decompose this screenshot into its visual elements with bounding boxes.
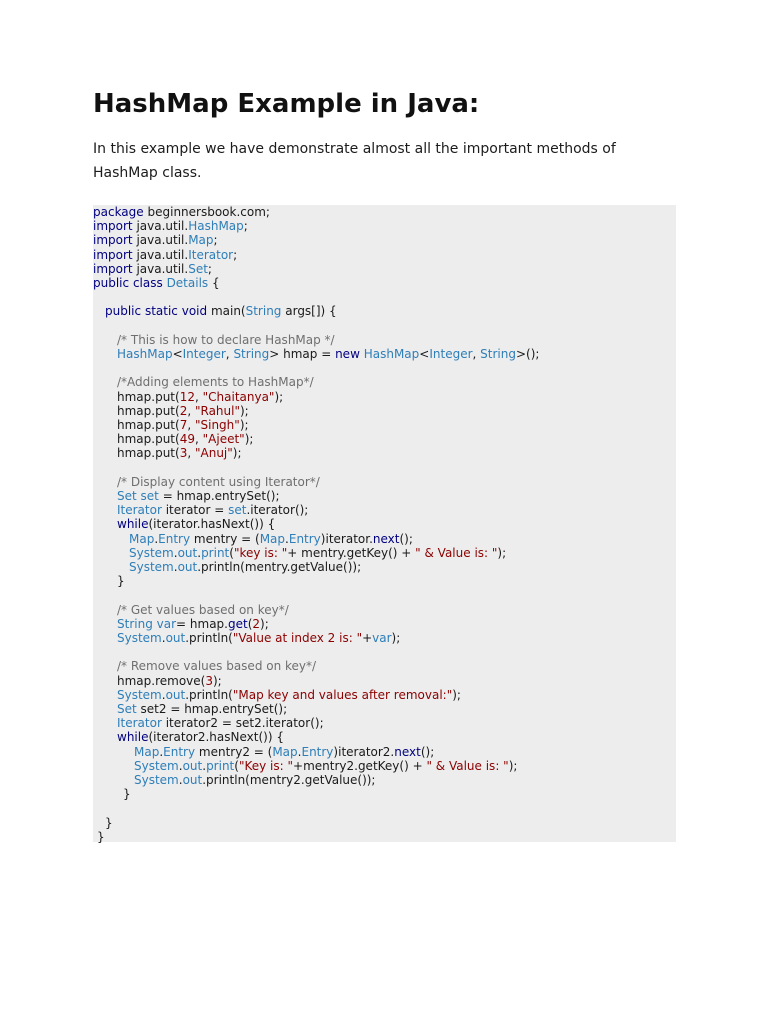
code-token: ); [212,673,222,688]
code-token: while [117,730,149,745]
code-line [105,304,337,318]
code-token: hmap.put( [117,432,180,447]
code-token: mentry2 = ( [195,744,273,759]
code-token: import [93,219,133,234]
code-token: ( [234,758,239,773]
code-token: while [117,517,149,532]
code-token: /* Get values based on key*/ [117,602,289,617]
code-token: set [228,503,247,518]
code-token: ( [229,545,234,560]
code-token: Map [188,233,214,248]
code-token: (); [399,531,413,546]
code-line [117,333,335,347]
code-token: 7 [179,418,188,432]
code-token: String [480,347,516,361]
code-token: HashMap [188,219,244,234]
code-token: Map [272,744,298,759]
code-token: String [245,304,282,319]
code-token: 2 [252,616,261,631]
code-line [123,787,131,801]
code-line [93,205,270,219]
code-token: ; [243,219,248,234]
code-token: String [117,616,153,631]
code-token: var [372,631,392,645]
code-line [117,432,253,446]
code-token: ); [240,403,249,418]
code-line [117,489,280,503]
code-token: Entry [301,744,334,759]
code-token: java.util. [132,233,189,248]
code-token: import [93,247,133,262]
code-line [117,347,539,361]
code-token: + [362,631,373,645]
code-token: "Anuj" [194,446,233,461]
code-token: . [159,744,164,759]
code-token: System [129,560,174,574]
code-token: set [140,489,159,503]
code-token: String [233,347,270,361]
intro-line-1: In this example we have demonstrate almost all the important methods of [93,141,616,157]
code-token: , [187,403,195,418]
code-token: ); [452,687,461,702]
code-token: , [194,389,203,404]
code-line [134,759,517,773]
code-token: , [194,432,203,447]
code-token: Entry [158,531,191,546]
code-token: args[]) { [281,304,337,319]
code-token: System [117,631,162,645]
code-token: get [227,616,248,631]
code-token: System [129,545,174,560]
code-line [93,262,212,276]
code-token: 3 [179,446,188,461]
code-token: import [93,233,133,248]
code-token: java.util. [132,219,189,234]
code-token: java.util. [132,247,189,262]
code-line [117,375,314,389]
code-line [117,716,324,730]
code-token: import [93,261,133,276]
code-token: print [201,545,230,560]
code-token: . [161,631,166,645]
code-line [117,730,284,744]
code-token: 49 [179,432,195,447]
code-token: System [117,687,162,702]
code-token: Map [259,531,286,546]
code-token: . [197,545,202,560]
code-token: ( [247,616,253,631]
code-token: public [93,276,130,290]
code-token: "key is: " [233,545,288,560]
code-token: package [93,205,144,219]
code-token: .iterator(); [246,503,309,518]
code-token: ; [213,233,218,248]
code-token: HashMap [363,347,420,361]
code-token: ); [497,545,507,560]
code-token: main( [207,304,246,319]
code-token: iterator = [161,503,229,518]
code-token: < [172,347,183,361]
code-token: ); [260,616,269,631]
code-token: . [297,744,302,759]
code-token: (iterator2.hasNext()) { [148,730,284,745]
code-token: set2 = hmap.entrySet(); [136,702,288,716]
code-token: Map [134,744,160,759]
code-token: (); [420,744,435,759]
code-line [117,617,269,631]
code-token: Map [129,531,155,546]
code-token: .println( [185,631,233,645]
intro-line-2: HashMap class. [93,165,202,181]
code-token: "Rahul" [194,403,240,418]
code-line [117,688,461,702]
code-token: out [165,631,186,645]
code-line [93,219,248,233]
code-token: next [394,744,421,759]
code-token: out [177,560,198,574]
code-line [117,631,400,645]
code-token: ); [244,432,254,447]
code-line [129,560,361,574]
code-line [117,702,287,716]
code-token: } [117,574,125,589]
code-token: new [335,347,360,361]
code-token: /* This is how to declare HashMap */ [117,332,335,347]
code-token: java.util. [132,261,189,276]
code-token: out [182,758,203,773]
code-token: hmap.remove( [117,673,206,688]
code-token: .println( [185,687,233,702]
code-token: . [161,687,166,702]
code-line [117,517,275,531]
code-token: /* Remove values based on key*/ [117,659,317,674]
code-token: Integer [182,347,226,361]
code-token: out [182,773,203,787]
code-line [117,603,289,617]
code-token: public [105,304,142,319]
code-line [117,503,308,517]
code-token: < [419,347,430,361]
code-token: ); [239,418,249,432]
code-line [134,773,375,787]
code-token: { [208,276,220,290]
code-line [117,475,320,489]
page-title: HashMap Example in Java: [93,89,480,119]
code-token: 12 [179,389,195,404]
code-token: static [144,304,178,319]
code-token: ); [232,446,242,461]
code-token: (iterator.hasNext()) { [148,517,276,532]
code-token: beginnersbook.com; [143,205,270,219]
code-token: ; [207,261,212,276]
code-token: ; [233,247,238,262]
code-token: HashMap [117,347,173,361]
code-line [129,532,413,546]
code-line [129,546,506,560]
code-token: hmap.put( [117,418,180,432]
code-token: mentry = ( [190,531,260,546]
code-line [134,745,434,759]
code-token: + mentry.getKey() + [287,545,416,560]
code-token: Set [188,261,208,276]
code-token: .println(mentry2.getValue()); [202,773,376,787]
code-token: Set [117,702,137,716]
code-token: var [156,616,177,631]
code-token: ); [274,389,284,404]
code-token: , [472,347,481,361]
code-token: )iterator2. [333,744,395,759]
code-token: "Chaitanya" [202,389,275,404]
code-token: . [178,773,183,787]
code-token: } [97,829,105,844]
code-line [117,674,222,688]
code-token: >(); [515,347,540,361]
code-token: )iterator. [320,531,373,546]
code-token: 3 [205,673,213,688]
code-token: Entry [163,744,196,759]
code-token: void [181,304,208,319]
code-token: ); [391,631,401,645]
code-token: = hmap. [176,616,228,631]
code-token: . [173,545,178,560]
code-token: "Key is: " [238,758,294,773]
code-line [93,276,220,290]
code-token: , [225,347,234,361]
code-token: "Value at index 2 is: " [232,631,363,645]
code-token: iterator2 = set2.iterator(); [161,716,324,731]
code-token: /* Display content using Iterator*/ [117,474,320,489]
code-token: ); [508,758,518,773]
code-line [117,404,249,418]
code-token: Details [166,276,209,290]
code-token: .println(mentry.getValue()); [197,560,362,574]
code-token: hmap.put( [117,446,180,461]
code-token: System [134,773,179,787]
code-token: " & Value is: " [415,545,498,560]
code-token: Entry [288,531,321,546]
code-token: . [173,560,178,574]
code-token: 2 [179,403,188,418]
code-token: " & Value is: " [426,758,509,773]
code-token: Iterator [117,716,162,731]
code-token: hmap.put( [117,389,180,404]
code-token: } [123,787,131,802]
code-token: . [202,758,207,773]
code-line [117,418,249,432]
code-line [117,446,242,460]
code-token: , [187,446,195,461]
code-line [117,574,125,588]
code-line [105,816,113,830]
code-token: /*Adding elements to HashMap*/ [117,375,314,390]
code-token: } [105,815,113,830]
code-token: Iterator [188,247,234,262]
code-line [93,248,237,262]
code-token: . [154,531,159,546]
code-token: out [177,545,198,560]
code-token: "Ajeet" [202,432,245,447]
code-block [93,205,676,842]
code-token: hmap.put( [117,403,180,418]
code-token: . [178,758,183,773]
code-token: System [134,758,179,773]
code-line [117,659,316,673]
code-token: +mentry2.getKey() + [293,758,427,773]
code-token: "Singh" [194,418,240,432]
code-token: = hmap.entrySet(); [158,489,280,503]
intro-paragraph [93,137,653,185]
code-line [97,830,105,844]
code-line [93,233,218,247]
code-token: "Map key and values after removal:" [232,687,453,702]
code-token: next [372,531,400,546]
code-token: print [206,758,235,773]
code-token: Set [117,489,137,503]
code-token: . [285,531,289,546]
code-line [117,390,283,404]
code-token: > hmap = [269,347,336,361]
code-token: class [132,276,163,290]
code-token: Integer [429,347,473,361]
code-token: , [187,418,195,432]
code-token: Iterator [117,503,162,518]
code-token: out [165,687,186,702]
